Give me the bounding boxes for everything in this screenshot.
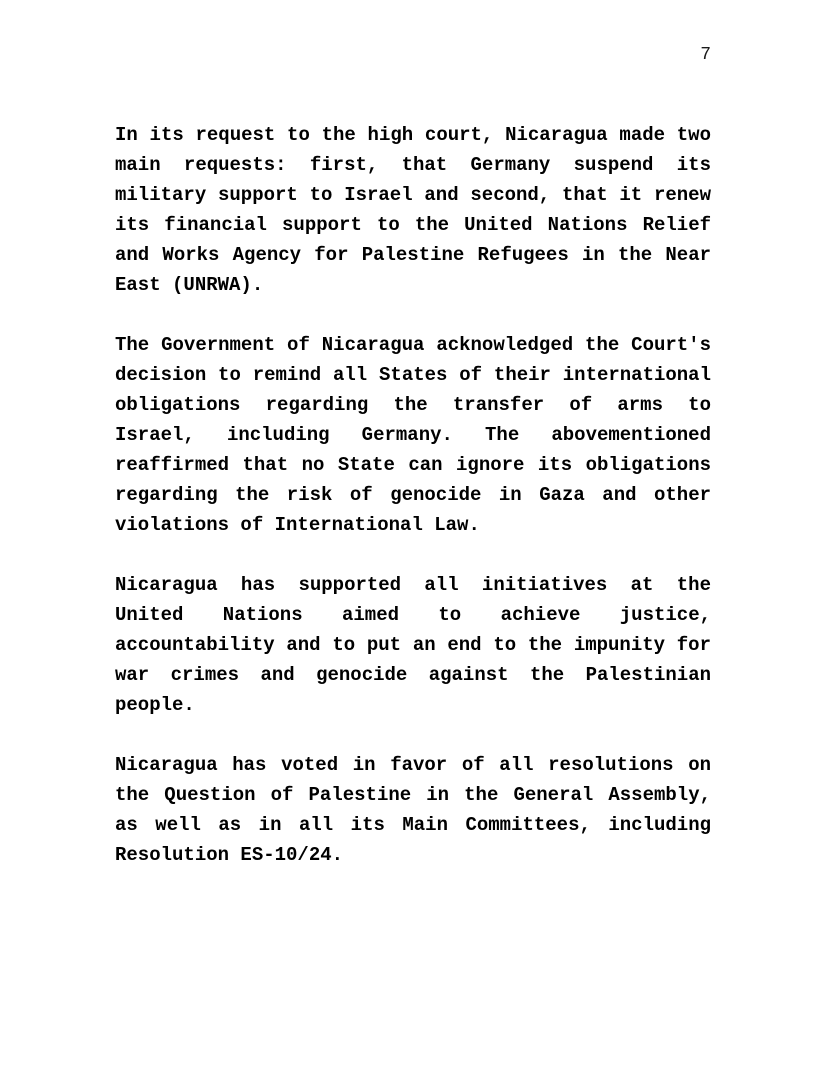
paragraph-supported-initiatives: Nicaragua has supported all initiatives at the United Nations aimed to achieve justice, accountability and to put an end to the impunity for war crimes and genocide against the Palestinian people. xyxy=(115,574,711,716)
paragraph-request-to-court: In its request to the high court, Nicaragua made two main requests: first, that Germany suspend its military support to Israel and second, that it renew its financial support to the United Nations Relief and Works Agency for Palestine Refugees in the Near East (UNRWA). xyxy=(115,124,711,296)
paragraph-voted-resolutions: Nicaragua has voted in favor of all resolutions on the Question of Palestine in the General Assembly, as well as in all its Main Committees, including Resolution ES-10/24. xyxy=(115,754,711,866)
document-body xyxy=(115,120,711,900)
paragraph-government-acknowledged: The Government of Nicaragua acknowledged the Court's decision to remind all States of their international obligations regarding the transfer of arms to Israel, including Germany. The abovementioned reaffirmed that no State can ignore its obligations regarding the risk of genocide in Gaza and other violations of International Law. xyxy=(115,334,711,536)
page-number: 7 xyxy=(700,45,711,65)
